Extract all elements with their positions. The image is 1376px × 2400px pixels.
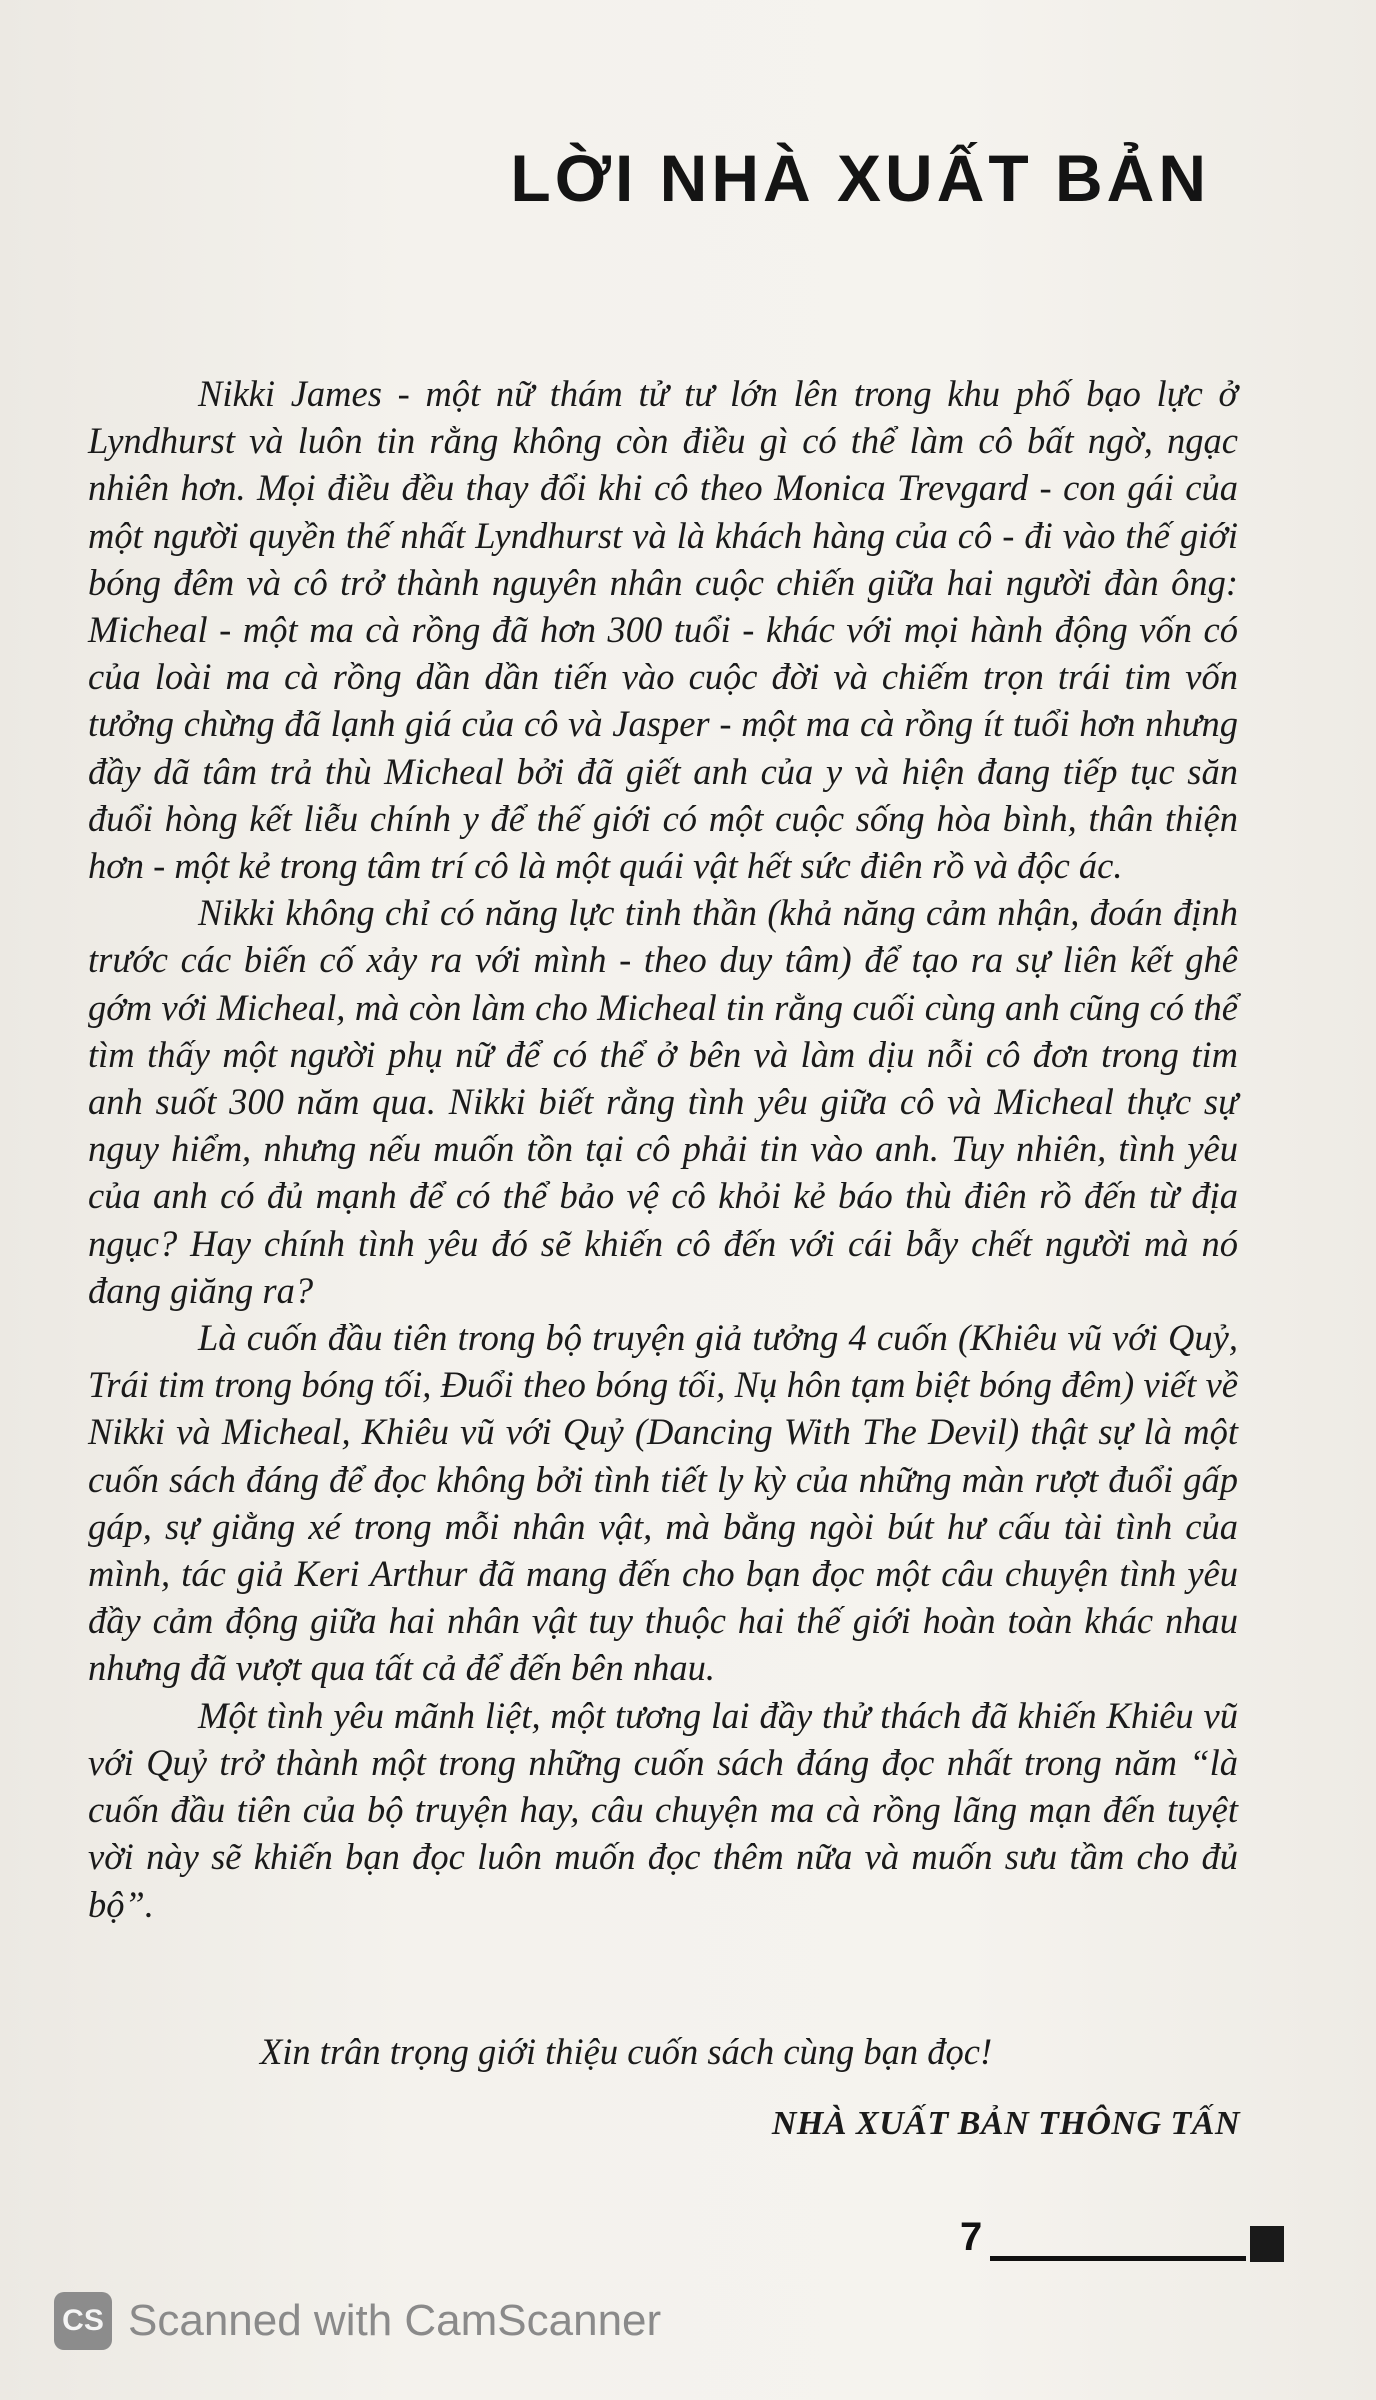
publisher-signature: NHÀ XUẤT BẢN THÔNG TẤN [771,2105,1240,2142]
body-text [88,370,1238,1928]
page-title: LỜI NHÀ XUẤT BẢN [510,141,1210,215]
paragraph-1: Nikki James - một nữ thám tử tư lớn lên trong khu phố bạo lực ở Lyndhurst và luôn tin rằng không còn điều gì có thể làm cô bất ngờ, ngạc nhiên hơn. Mọi điều đều thay đổi khi cô theo Monica Trevgard - con gái của một người quyền thế nhất Lyndhurst và là khách hàng của cô - đi vào thế giới bóng đêm và cô trở thành nguyên nhân cuộc chiến giữa hai người đàn ông: Micheal - một ma cà rồng đã hơn 300 tuổi - khác với mọi hành động vốn có của loài ma cà rồng dần dần tiến vào cuộc đời và chiếm trọn trái tim vốn tưởng chừng đã lạnh giá của cô và Jasper - một ma cà rồng ít tuổi hơn nhưng đầy dã tâm trả thù Micheal bởi đã giết anh của y và hiện đang tiếp tục săn đuổi hòng kết liễu chính y để thế giới có một cuộc sống hòa bình, thân thiện hơn - một kẻ trong tâm trí cô là một quái vật hết sức điên rồ và độc ác. [88,373,1238,887]
camscanner-logo-icon: CS [54,2292,112,2350]
camscanner-text: Scanned with CamScanner [128,2296,662,2345]
page-number: 7 [960,2215,983,2259]
paragraph-2: Nikki không chỉ có năng lực tinh thần (khả năng cảm nhận, đoán định trước các biến cố xảy ra với mình - theo duy tâm) để tạo ra sự liên kết ghê gớm với Micheal, mà còn làm cho Micheal tin rằng cuối cùng anh cũng có thể tìm thấy một người phụ nữ để có thể ở bên và làm dịu nỗi cô đơn trong tim anh suốt 300 năm qua. Nikki biết rằng tình yêu giữa cô và Micheal thực sự nguy hiểm, nhưng nếu muốn tồn tại cô phải tin vào anh. Tuy nhiên, tình yêu của anh có đủ mạnh để có thể bảo vệ cô khỏi kẻ báo thù điên rồ đến từ địa ngục? Hay chính tình yêu đó sẽ khiến cô đến với cái bẫy chết người mà nó đang giăng ra? [88,892,1238,1311]
closing-line: Xin trân trọng giới thiệu cuốn sách cùng bạn đọc! [260,2031,993,2072]
camscanner-watermark [54,2290,661,2352]
paragraph-4: Một tình yêu mãnh liệt, một tương lai đầy thử thách đã khiến Khiêu vũ với Quỷ trở thành một trong những cuốn sách đáng đọc nhất trong năm “là cuốn đầu tiên của bộ truyện hay, câu chuyện ma cà rồng lãng mạn đến tuyệt vời này sẽ khiến bạn đọc luôn muốn đọc thêm nữa và muốn sưu tầm cho đủ bộ”. [88,1694,1238,1925]
page-corner-square [1250,2226,1284,2262]
paragraph-3: Là cuốn đầu tiên trong bộ truyện giả tưởng 4 cuốn (Khiêu vũ với Quỷ, Trái tim trong bóng tối, Đuổi theo bóng tối, Nụ hôn tạm biệt bóng đêm) viết về Nikki và Micheal, Khiêu vũ với Quỷ (Dancing With The Devil) thật sự là một cuốn sách đáng để đọc không bởi tình tiết ly kỳ của những màn rượt đuổi gấp gáp, sự giằng xé trong mỗi nhân vật, mà bằng ngòi bút hư cấu tài tình của mình, tác giả Keri Arthur đã mang đến cho bạn đọc một câu chuyện tình yêu đầy cảm động giữa hai nhân vật tuy thuộc hai thế giới hoàn toàn khác nhau nhưng đã vượt qua tất cả để đến bên nhau. [88,1317,1238,1689]
page-number-rule [990,2256,1246,2261]
